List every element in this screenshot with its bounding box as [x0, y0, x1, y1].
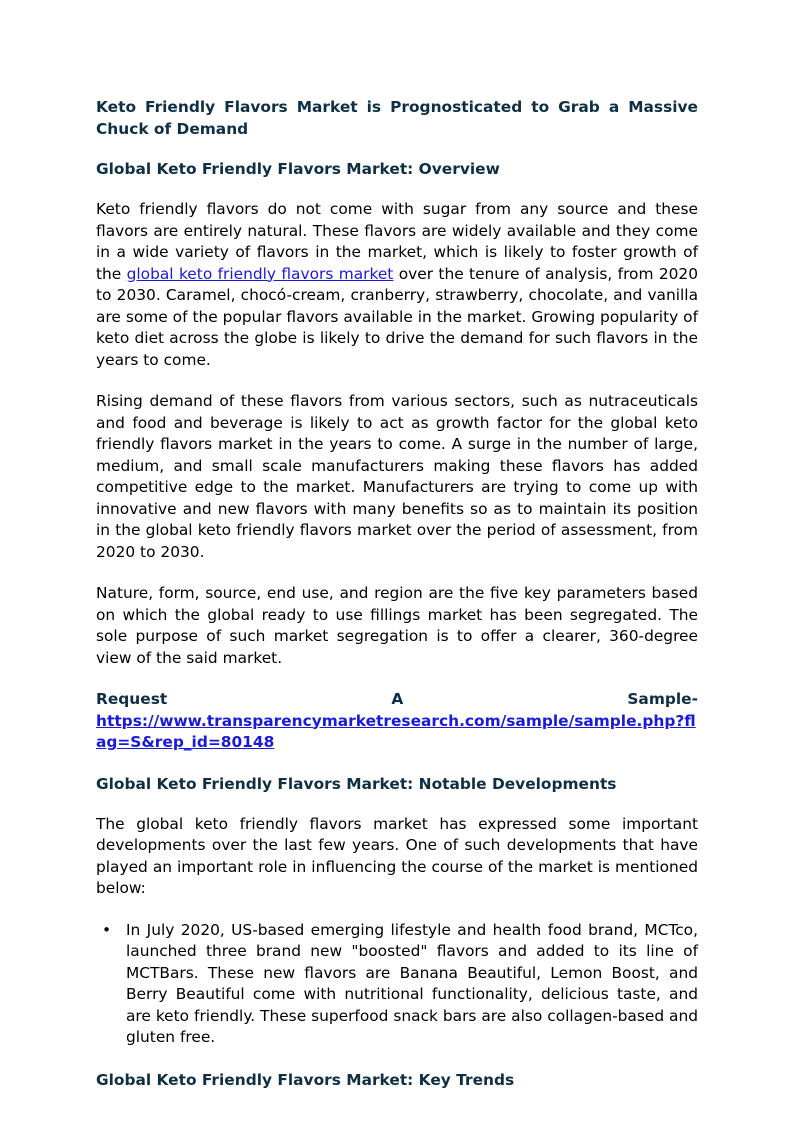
request-sample-link[interactable]: https://www.transparencymarketresearch.com/sample/sample.php?flag=S&rep_id=80148 [96, 711, 696, 751]
bullet-icon: • [102, 920, 112, 939]
developments-paragraph: The global keto friendly flavors market has expressed some important developments over the last few years. One of such developments that have played an important role in influencing the course of the market is mentioned below: [96, 814, 698, 897]
request-sample-word: Sample- [627, 690, 698, 708]
trends-heading: Global Keto Friendly Flavors Market: Key Trends [96, 1070, 515, 1089]
document-page [96, 96, 698, 1110]
overview-paragraph-1 [96, 199, 698, 371]
request-word: Request [96, 690, 168, 708]
request-a-word: A [391, 690, 404, 708]
overview-paragraph-3: Nature, form, source, end use, and region are the five key parameters based on which the global ready to use fillings market has been segregated. The sole purpose of such market segregation is to offer a clearer, 360-degree view of the said market. [96, 584, 698, 667]
document-title: Keto Friendly Flavors Market is Prognosticated to Grab a Massive Chuck of Demand [96, 98, 698, 138]
request-sample-label [96, 689, 698, 711]
market-report-link[interactable]: global keto friendly flavors market [126, 264, 394, 283]
developments-heading: Global Keto Friendly Flavors Market: Notable Developments [96, 774, 617, 793]
developments-list [96, 920, 698, 1049]
overview-heading: Global Keto Friendly Flavors Market: Overview [96, 160, 500, 178]
overview-paragraph-2: Rising demand of these flavors from various sectors, such as nutraceuticals and food and beverage is likely to act as growth factor for the global keto friendly flavors market in the years to come. A surge in the number of large, medium, and small scale manufacturers making these flavors has added competitive edge to the market. Manufacturers are trying to come up with innovative and new flavors with many benefits so as to maintain its position in the global keto friendly flavors market over the period of assessment, from 2020 to 2030. [96, 392, 698, 561]
list-item-text: In July 2020, US-based emerging lifestyle and health food brand, MCTco, launched three brand new "boosted" flavors and added to its line of MCTBars. These new flavors are Banana Beautiful, Lemon Boost, and Berry Beautiful come with nutritional functionality, delicious taste, and are keto friendly. These superfood snack bars are also collagen-based and gluten free. [126, 920, 698, 1046]
overview-p1-text-after: over the tenure of analysis, from 2020 to 2030. Caramel, chocó-cream, cranberry, strawberry, chocolate, and vanilla are some of the popular flavors available in the market. Growing popularity of keto diet across the globe is likely to drive the demand for such flavors in the years to come. [96, 264, 699, 369]
overview-p1-text-before: Keto friendly flavors do not come with sugar from any source and these flavors are entirely natural. These flavors are widely available and they come in a wide variety of flavors in the market, which is likely to foster growth of the [96, 200, 698, 283]
request-sample-block [96, 689, 698, 754]
list-item [96, 920, 698, 1049]
